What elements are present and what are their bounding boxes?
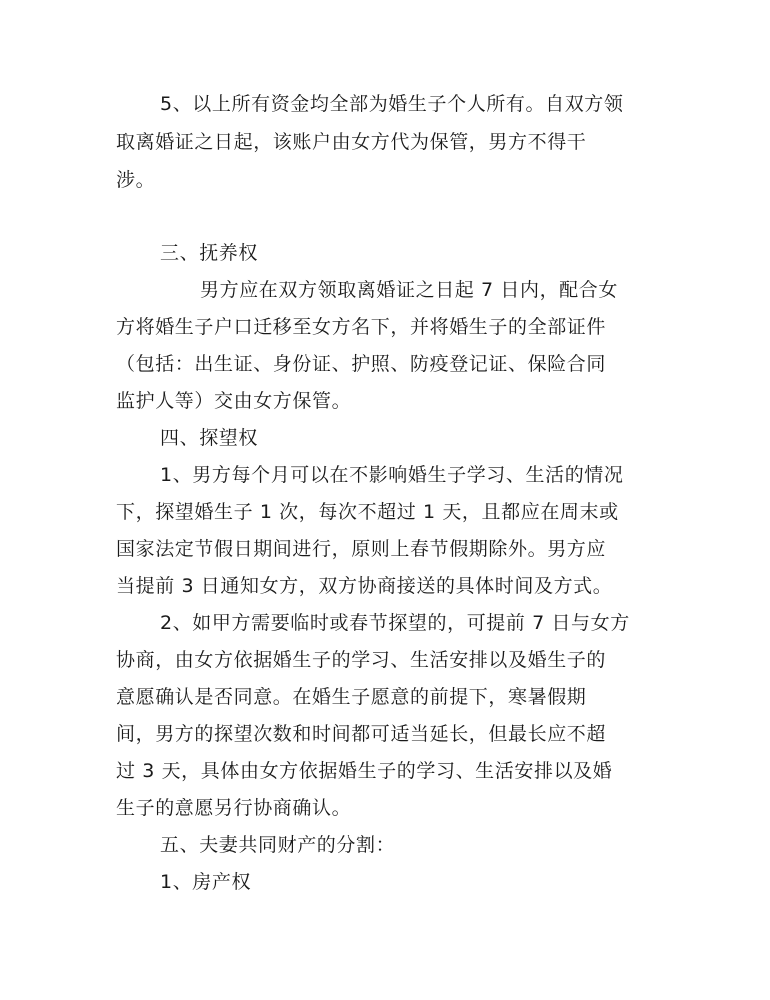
paragraph-line: 男方应在双方领取离婚证之日起 7 日内，配合女 [200,279,618,301]
paragraph-line: 生子的意愿另行协商确认。 [116,797,352,819]
paragraph-line: 5、以上所有资金均全部为婚生子个人所有。自双方领 [160,93,624,115]
paragraph-line: 国家法定节假日期间进行，原则上春节假期除外。男方应 [116,538,607,560]
paragraph-line: 下，探望婚生子 1 次，每次不超过 1 天，且都应在周末或 [116,501,619,523]
paragraph-line: （包括：出生证、身份证、护照、防疫登记证、保险合同 [116,353,607,375]
paragraph-line: 1、男方每个月可以在不影响婚生子学习、生活的情况 [160,464,624,486]
paragraph-line: 过 3 天，具体由女方依据婚生子的学习、生活安排以及婚 [116,760,613,782]
paragraph-line: 协商，由女方依据婚生子的学习、生活安排以及婚生子的 [116,649,607,671]
paragraph-line: 取离婚证之日起，该账户由女方代为保管，男方不得干 [116,131,587,153]
section-heading: 四、探望权 [160,427,259,449]
paragraph-line: 方将婚生子户口迁移至女方名下，并将婚生子的全部证件 [116,316,607,338]
paragraph-line: 意愿确认是否同意。在婚生子愿意的前提下，寒暑假期 [116,686,587,708]
paragraph-line: 涉。 [116,169,156,191]
section-heading: 五、夫妻共同财产的分割： [160,834,396,856]
paragraph-line: 当提前 3 日通知女方，双方协商接送的具体时间及方式。 [116,575,613,597]
subsection-heading: 1、房产权 [160,871,252,893]
paragraph-line: 2、如甲方需要临时或春节探望的，可提前 7 日与女方 [160,612,630,634]
section-heading: 三、抚养权 [160,242,259,264]
paragraph-line: 监护人等）交由女方保管。 [116,390,352,412]
paragraph-line: 间，男方的探望次数和时间都可适当延长，但最长应不超 [116,723,607,745]
